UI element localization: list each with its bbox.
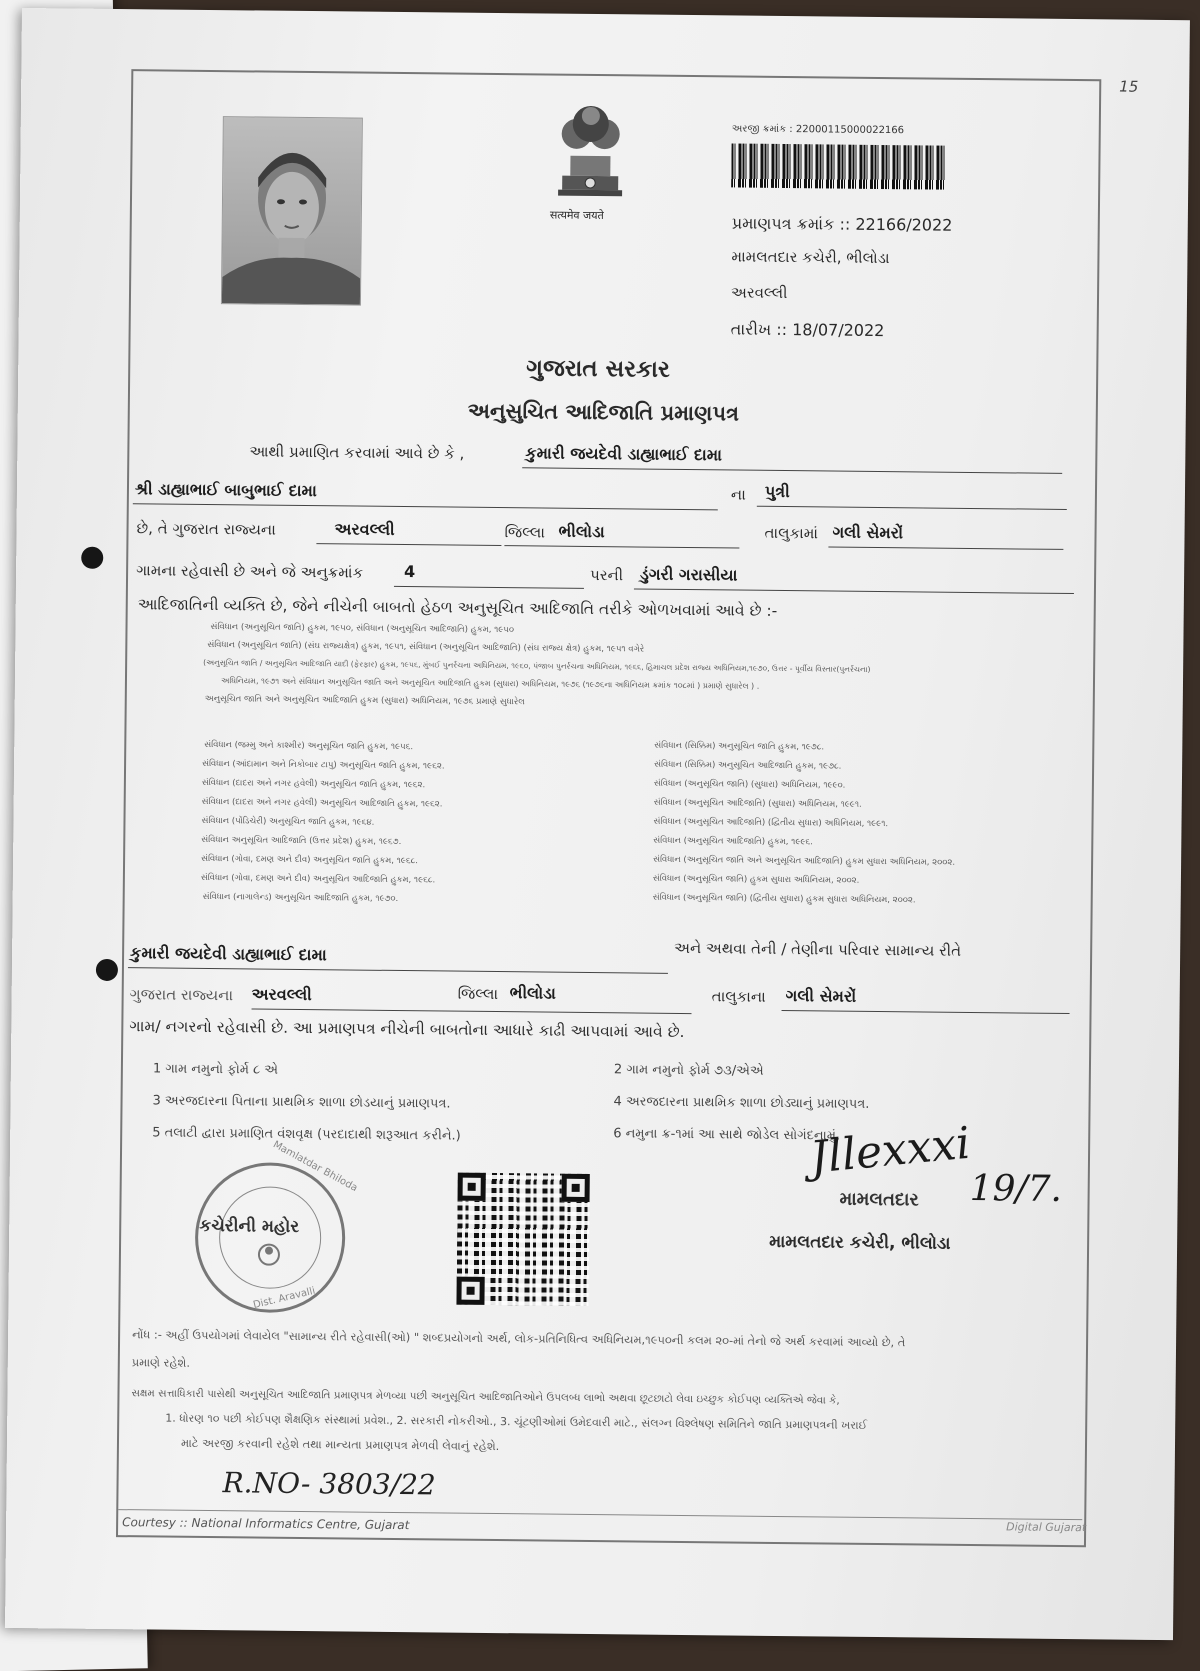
qr-finder	[458, 1173, 486, 1201]
order-line: સંવિધાન (અનુસૂચિત જાતિ) (દ્વિતીય સુધારા) હુકમ સુધારા અધિનિયમ, ૨૦૦૨.	[652, 892, 916, 906]
residence-district: અરવલ્લી	[251, 984, 312, 1005]
qr-code	[456, 1173, 589, 1306]
punch-hole	[81, 547, 103, 569]
tribe-statement: આદિજાતિની વ્યક્તિ છે, જેને નીચેની બાબતો હેઠળ અનુસૂચિત આદિજાતિ તરીકે ઓળખવામાં આવે છે :-	[137, 595, 778, 620]
note-line: માટે અરજી કરવાની રહેશે તથા માન્યતા પ્રમાણપત્ર મેળવી લેવાનું રહેશે.	[180, 1435, 500, 1454]
emblem-motto: सत्यमेव जयते	[549, 208, 604, 223]
footer-brand: Digital Gujarat	[1006, 1520, 1087, 1535]
seal-text: કચેરીની મહોર	[199, 1215, 300, 1237]
tribe-name: ડુંગરી ગરાસીયા	[640, 564, 738, 585]
seal-ring-text: Dist. Aravalli	[252, 1285, 317, 1312]
office-seal-inner-ring	[219, 1186, 322, 1289]
district-label: જિલ્લા	[457, 984, 499, 1004]
order-line: સંવિધાન (આંદામાન અને નિકોબાર ટાપુ) અનુસૂચિત જાતિ હુકમ, ૧૯૬૨.	[202, 758, 445, 772]
residence-name: કુમારી જયદેવી ડાહ્યાભાઈ દામા	[130, 943, 327, 965]
issuing-office: મામલતદાર કચેરી, ભીલોડા	[731, 247, 890, 268]
order-line: અનુસૂચિત જાતિ અને અનુસૂચિત આદિજાતિ હુકમ (સુધારા) અધિનિયમ, ૧૯૭૬ પ્રમાણે સુધારેલ	[204, 693, 525, 708]
document-item: 6 નમુના ક્ર-૧માં આ સાથે જોડેલ સોગંદનામું.	[613, 1126, 841, 1144]
issuing-district: અરવલ્લી	[730, 283, 788, 303]
certify-label: આથી પ્રમાણિત કરવામાં આવે છે કે ,	[249, 442, 465, 463]
order-line: સંવિધાન (નાગાલેન્ડ) અનુસૂચિત આદિજાતિ હુકમ, ૧૯૭૦.	[202, 891, 399, 904]
order-line: સંવિધાન (અનુસૂચિત જાતિ) હુકમ, ૧૯૫૦, સંવિધાન (અનુસૂચિત આદિજાતિ) હુકમ, ૧૯૫૦	[210, 622, 515, 636]
residence-village: ગલી સેમરોં	[785, 986, 857, 1006]
note-line: 1. ધોરણ ૧૦ પછી કોઈપણ શૈક્ષણિક સંસ્થામાં પ્રવેશ., 2. સરકારી નોકરીઓ., 3. ચૂંટણીઓમાં ઉમેદવારી માટે., સંલગ્ન વિશ્લેષણ સમિતિને જાતિ પ્રમાણપત્રની ખરાઈ	[165, 1411, 868, 1432]
taluka-value: ભીલોડા	[558, 521, 605, 542]
order-line: સંવિધાન (અનુસૂચિત આદિજાતિ) હુકમ, ૧૯૯૬.	[653, 835, 813, 848]
document-item: 3 અરજદારના પિતાના પ્રાથમિક શાળા છોડયાનું પ્રમાણપત્ર.	[152, 1093, 451, 1112]
resident-label: ગામના રહેવાસી છે અને જે અનુક્રમાંક	[136, 561, 364, 582]
village-value: ગલી સેમરોં	[832, 522, 904, 543]
relation-value: પુત્રી	[764, 481, 790, 502]
issue-date: તારીખ :: 18/07/2022	[730, 319, 885, 341]
note-line: પ્રમાણે રહેશે.	[131, 1355, 191, 1370]
order-line: સંવિધાન (અનુસૂચિત આદિજાતિ) (દ્વિતીય સુધારા) અધિનિયમ, ૧૯૯૧.	[653, 816, 889, 830]
order-line: સંવિધાન (અનુસૂચિત આદિજાતિ) (સુધારા) અધિનિયમ, ૧૯૯૧.	[653, 797, 862, 810]
document-item: 1 ગામ નમુનો ફોર્મ ૮ એ	[152, 1061, 279, 1078]
order-line: સંવિધાન (અનુસૂચિત જાતિ અને અનુસૂચિત આદિજાતિ) હુકમ સુધારા અધિનિયમ, ૨૦૦૨.	[653, 854, 956, 868]
seal-ring-text: Mamlatdar Bhiloda	[271, 1139, 360, 1195]
district-label: જિલ્લા	[504, 523, 546, 542]
signatory-designation: મામલતદાર	[839, 1188, 919, 1211]
order-line: સંવિધાન (અનુસૂચિત જાતિ) હુકમ સુધારા અધિનિયમ, ૨૦૦૨.	[652, 873, 860, 886]
order-line: સંવિધાન (અનુસૂચિત જાતિ) (સંઘ રાજ્યક્ષેત્ર) હુકમ, ૧૯૫૧, સંવિધાન (અનુસૂચિત આદિજાતિ) (સંઘ રાજ્ય ક્ષેત્ર) હુકમ, ૧૯૫૧ વગેરે	[207, 639, 645, 655]
punch-hole	[96, 959, 118, 981]
qr-finder	[456, 1277, 484, 1305]
applicant-name: કુમારી જયદેવી ડાહ્યાભાઈ દામા	[525, 443, 723, 465]
note-line: સક્ષમ સત્તાધિકારી પાસેથી અનુસૂચિત આદિજાતિ પ્રમાણપત્ર મેળવ્યા પછી અનુસૂચિત આદિજાતિઓને ઉપલબ્ધ લાભો અથવા છૂટછાટો લેવા ઇચ્છુક કોઈપણ વ્યક્તિએ જેવા કે,	[131, 1387, 840, 1407]
order-line: સંવિધાન (સિક્કિમ) અનુસૂચિત જાતિ હુકમ, ૧૯૭૮.	[654, 740, 825, 753]
basis-statement: ગામ/ નગરનો રહેવાસી છે. આ પ્રમાણપત્ર નીચેની બાબતોના આધારે કાઢી આપવામાં આવે છે.	[129, 1017, 685, 1041]
national-emblem-icon	[548, 94, 633, 207]
document-item: 2 ગામ નમુનો ફોર્મ ૭૩/એએ	[613, 1062, 764, 1079]
footer-courtesy: Courtesy :: National Informatics Centre, Gujarat	[122, 1515, 410, 1533]
family-text: અને અથવા તેની / તેણીના પરિવાર સામાન્ય રીતે	[674, 938, 962, 960]
state-label: છે, તે ગુજરાત રાજ્યના	[136, 519, 276, 539]
district-value: અરવલ્લી	[334, 519, 395, 539]
order-line: (અનુસૂચિત જાતિ / અનુસૂચિત આદિજાતિ યાદી (ફેરફાર) હુકમ, ૧૯૫૬, મુંબઈ પુનર્રચના અધિનિયમ, ૧૯૬૦, પંજાબ પુનર્રચના અધિનિયમ, ૧૯૬૬, હિમાચલ પ્રદેશ રાજ્ય અધિનિયમ,૧૯૭૦, ઉત્તર - પૂર્વીય વિસ્તાર(પુનર્રચના)	[203, 657, 871, 674]
residence-taluka: ભીલોડા	[509, 983, 557, 1003]
certificate-page	[5, 8, 1190, 1640]
order-line: સંવિધાન અનુસૂચિત આદિજાતિ (ઉત્તર પ્રદેશ) હુકમ, ૧૯૬૭.	[201, 834, 402, 848]
seal-emblem-icon	[249, 1240, 289, 1268]
qr-finder	[562, 1174, 590, 1202]
taluka-label: તાલુકામાં	[764, 523, 819, 543]
handwritten-reference: R.NO- 3803/22	[222, 1466, 436, 1502]
applicant-photo	[221, 116, 363, 305]
serial-number: 4	[404, 562, 416, 582]
signature-scribble: Jllexxxi	[808, 1117, 973, 1184]
father-name: શ્રી ડાહ્યાભાઈ બાબુભાઈ દામા	[134, 479, 317, 501]
certificate-number: પ્રમાણપત્ર ક્રમાંક :: 22166/2022	[731, 213, 953, 235]
document-item: 5 તલાટી દ્વારા પ્રમાણિત વંશવૃક્ષ (પરદાદાથી શરૂઆત કરીને.)	[152, 1125, 461, 1144]
on-label: પરની	[589, 565, 624, 585]
order-line: સંવિધાન (અનુસૂચિત જાતિ) (સુધારા) અધિનિયમ, ૧૯૯૦.	[653, 778, 846, 791]
signature-date: 19/7.	[969, 1167, 1063, 1210]
government-title: ગુજરાત સરકાર	[526, 355, 671, 383]
note-line: નોંધ :- અહીં ઉપયોગમાં લેવાયેલ "સામાન્ય રીતે રહેવાસી(ઓ) " શબ્દપ્રયોગનો અર્થ, લોક-પ્રતિનિધિત્વ અધિનિયમ,૧૯૫૦ની કલમ ૨૦-માં તેનો જે અર્થ કરવામાં આવ્યો છે, તે	[132, 1327, 906, 1350]
order-line: સંવિધાન (જમ્મુ અને કાશ્મીર) અનુસૂચિત જાતિ હુકમ, ૧૯૫૬.	[204, 739, 414, 753]
order-line: સંવિધાન (દાદરા અને નગર હવેલી) અનુસૂચિત જાતિ હુકમ, ૧૯૬૨.	[201, 777, 426, 791]
order-line: સંવિધાન (ગોવા, દમણ અને દીવ) અનુસૂચિત જાતિ હુકમ, ૧૯૬૮.	[201, 853, 419, 867]
order-line: અધિનિયમ, ૧૯૭૧ અને સંવિધાન અનુસૂચિત જાતિ અને અનુસૂચિત આદિજાતિ હુકમ (સુધારા) અધિનિયમ, ૧૯૭૬ (૧૯૭૬ના અધિનિયમ ક્રમાંક ૧૦૮માં ) પ્રમાણે સુધારેલ ) .	[220, 676, 760, 691]
order-line: સંવિધાન (સિક્કિમ) અનુસૂચિત આદિજાતિ હુકમ, ૧૯૭૮.	[654, 759, 842, 772]
document-item: 4 અરજદારના પ્રાથમિક શાળા છોડ્યાનું પ્રમાણપત્ર.	[613, 1094, 870, 1112]
order-line: સંવિધાન (પોંડિચેરી) અનુસૂચિત જાતિ હુકમ, ૧૯૬૪.	[201, 815, 375, 828]
barcode	[731, 143, 945, 189]
corner-page-mark: 15	[1119, 77, 1139, 96]
signatory-office: મામલતદાર કચેરી, ભીલોડા	[769, 1231, 951, 1254]
order-line: સંવિધાન (દાદરા અને નગર હવેલી) અનુસૂચિત આદિજાતિ હુકમ, ૧૯૬૨.	[201, 796, 443, 810]
of-label: ના	[730, 485, 746, 504]
application-number: અરજી ક્રમાંક : 22000115000022166	[731, 123, 905, 137]
certificate-title: અનુસુચિત આદિજાતિ પ્રમાણપત્ર	[467, 398, 740, 426]
order-line: સંવિધાન (ગોવા, દમણ અને દીવ) અનુસૂચિત આદિજાતિ હુકમ, ૧૯૬૮.	[200, 872, 436, 886]
taluka-label: તાલુકાના	[711, 987, 766, 1006]
state-label: ગુજરાત રાજ્યના	[129, 985, 234, 1005]
